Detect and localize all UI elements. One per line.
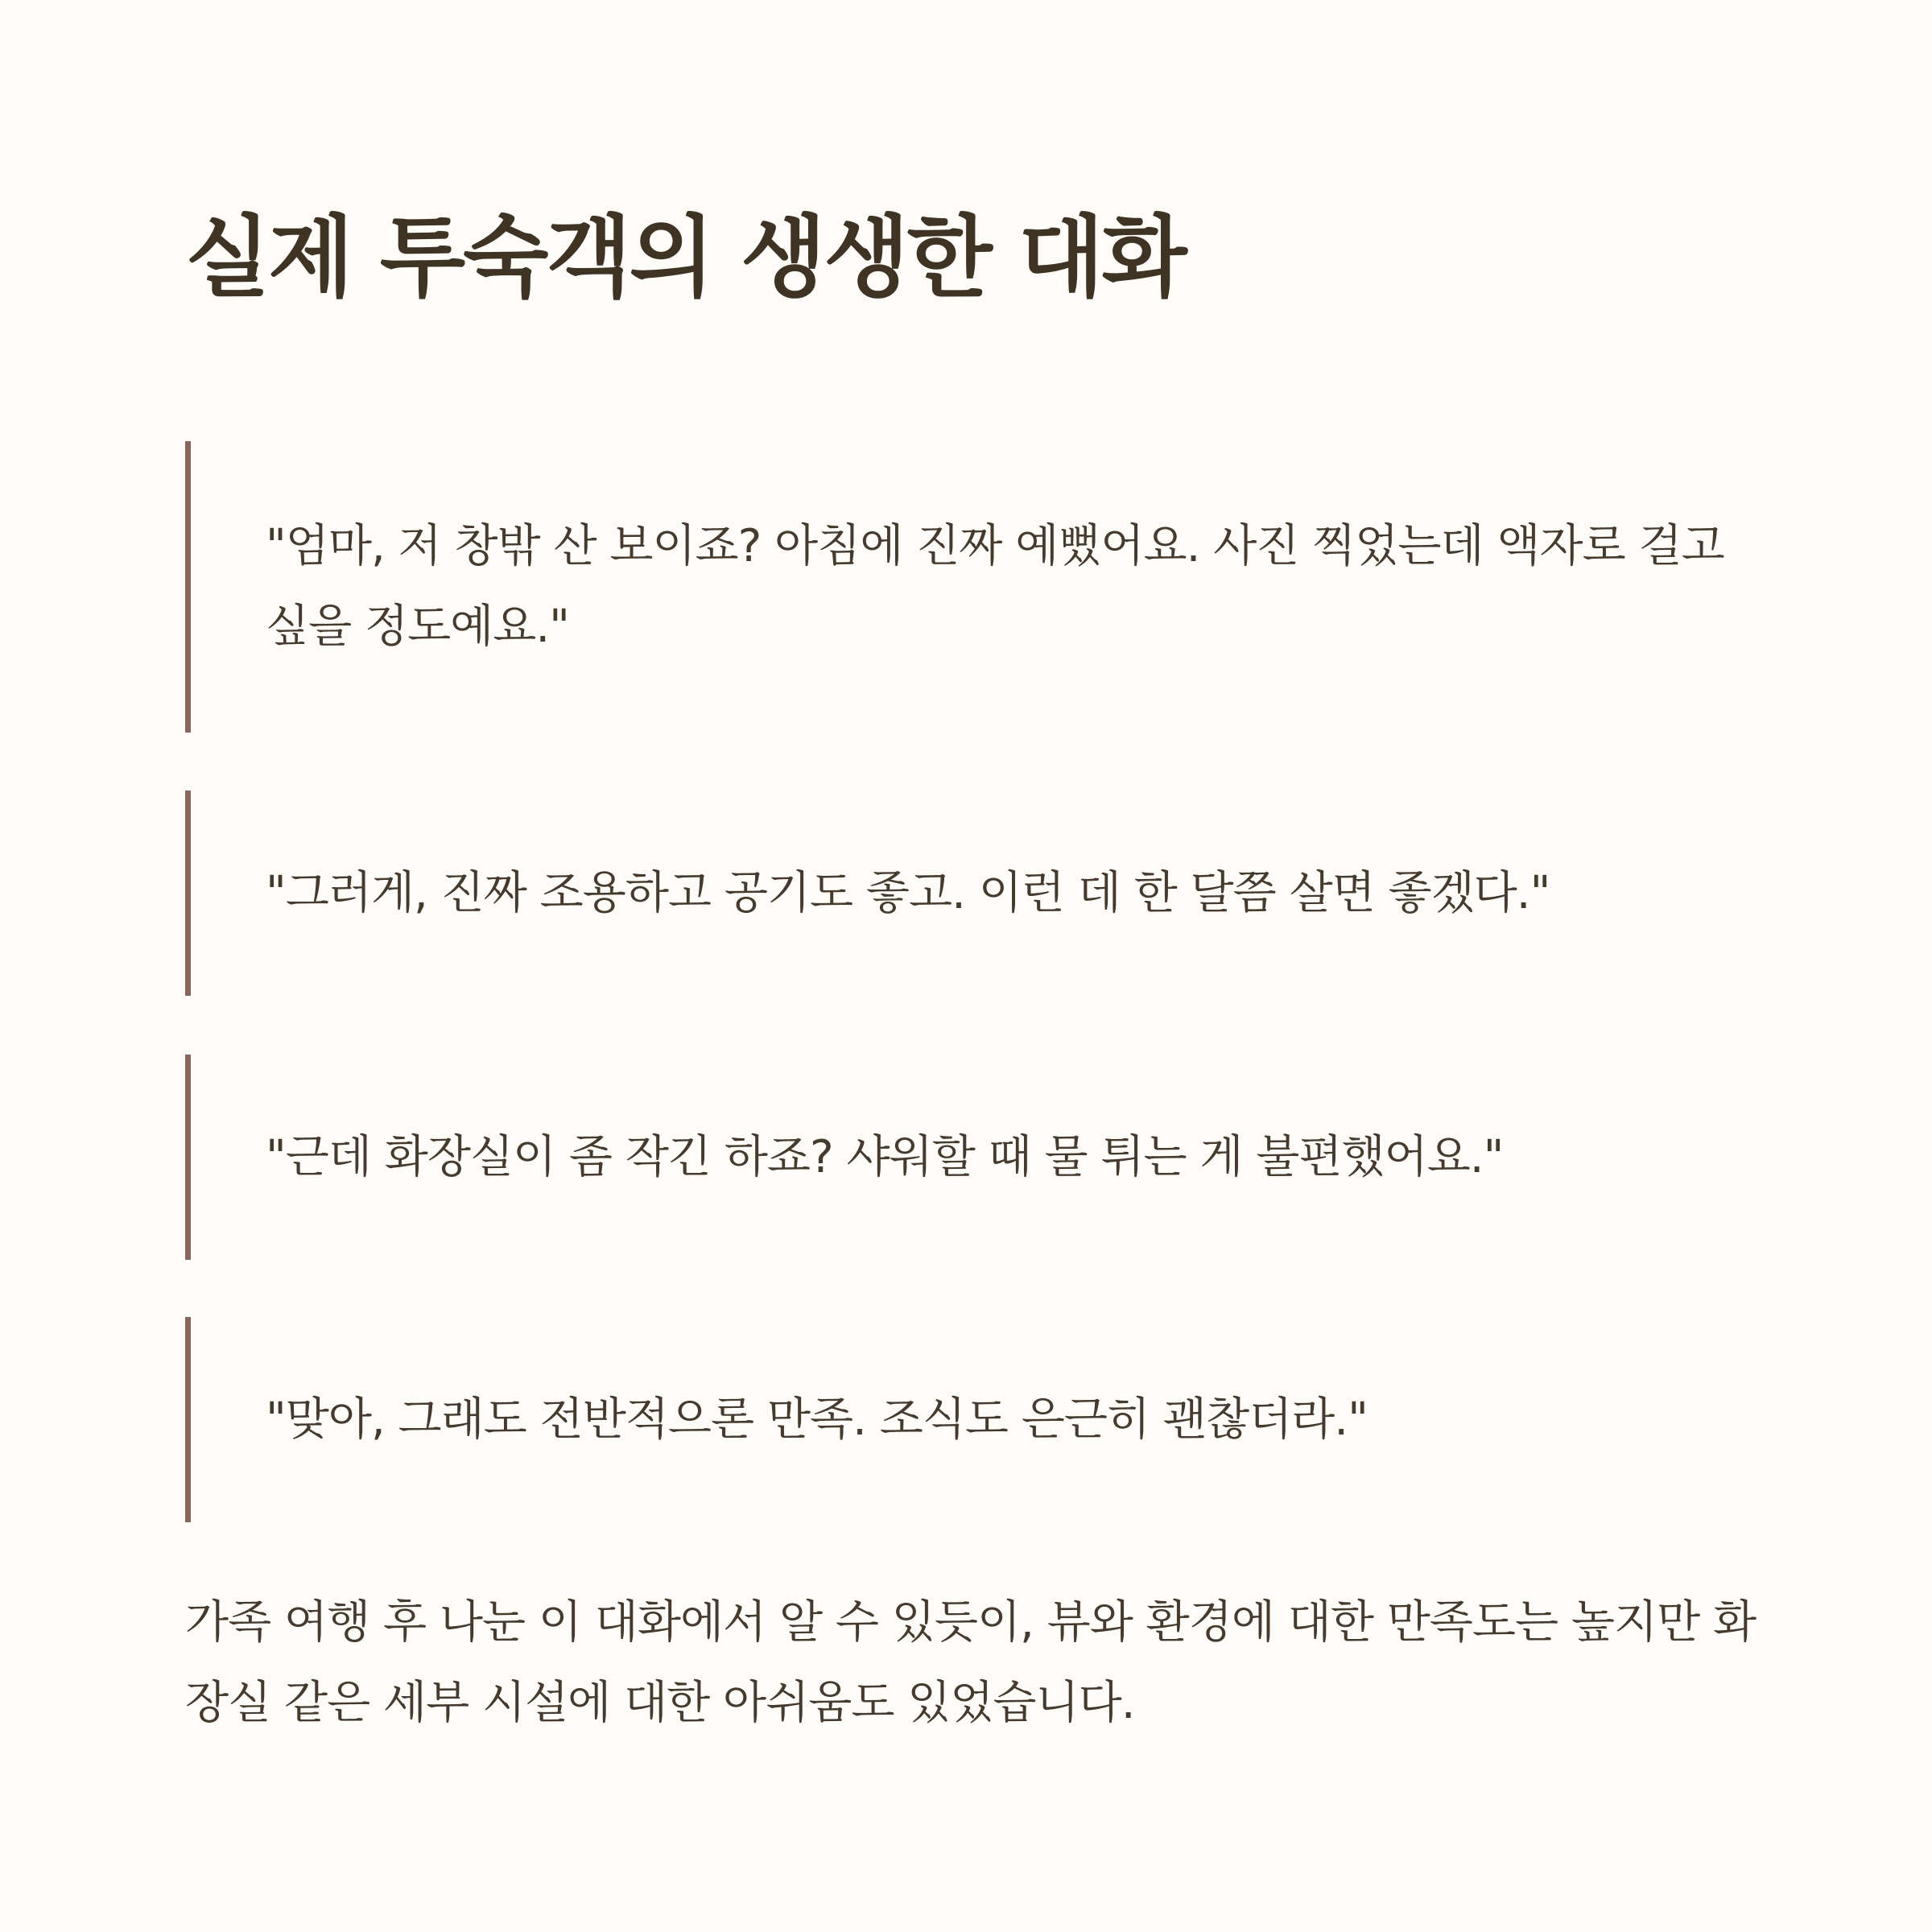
quote-block-1	[185, 441, 1755, 733]
quote-text: "엄마, 저 창밖 산 보이죠? 아침에 진짜 예뻤어요. 사진 찍었는데 액자로 걸고 싶을 정도예요."	[266, 520, 1724, 653]
summary-paragraph: 가족 여행 후 나눈 이 대화에서 알 수 있듯이, 뷰와 환경에 대한 만족도는 높지만 화장실 같은 세부 시설에 대한 아쉬움도 있었습니다.	[185, 1596, 1757, 1729]
quote-text: "근데 화장실이 좀 작긴 하죠? 샤워할 때 물 튀는 게 불편했어요."	[266, 1130, 1504, 1183]
quote-text: "맞아, 그래도 전반적으론 만족. 조식도 은근히 괜찮더라."	[266, 1393, 1368, 1446]
page-title: 실제 투숙객의 생생한 대화	[185, 206, 1185, 309]
quote-text: "그러게, 진짜 조용하고 공기도 좋고. 이런 데 한 달쯤 살면 좋겠다."	[266, 866, 1550, 919]
quote-block-4	[185, 1317, 1755, 1522]
quote-block-2	[185, 791, 1755, 996]
page-content	[185, 0, 1763, 1932]
quote-block-3	[185, 1055, 1755, 1260]
